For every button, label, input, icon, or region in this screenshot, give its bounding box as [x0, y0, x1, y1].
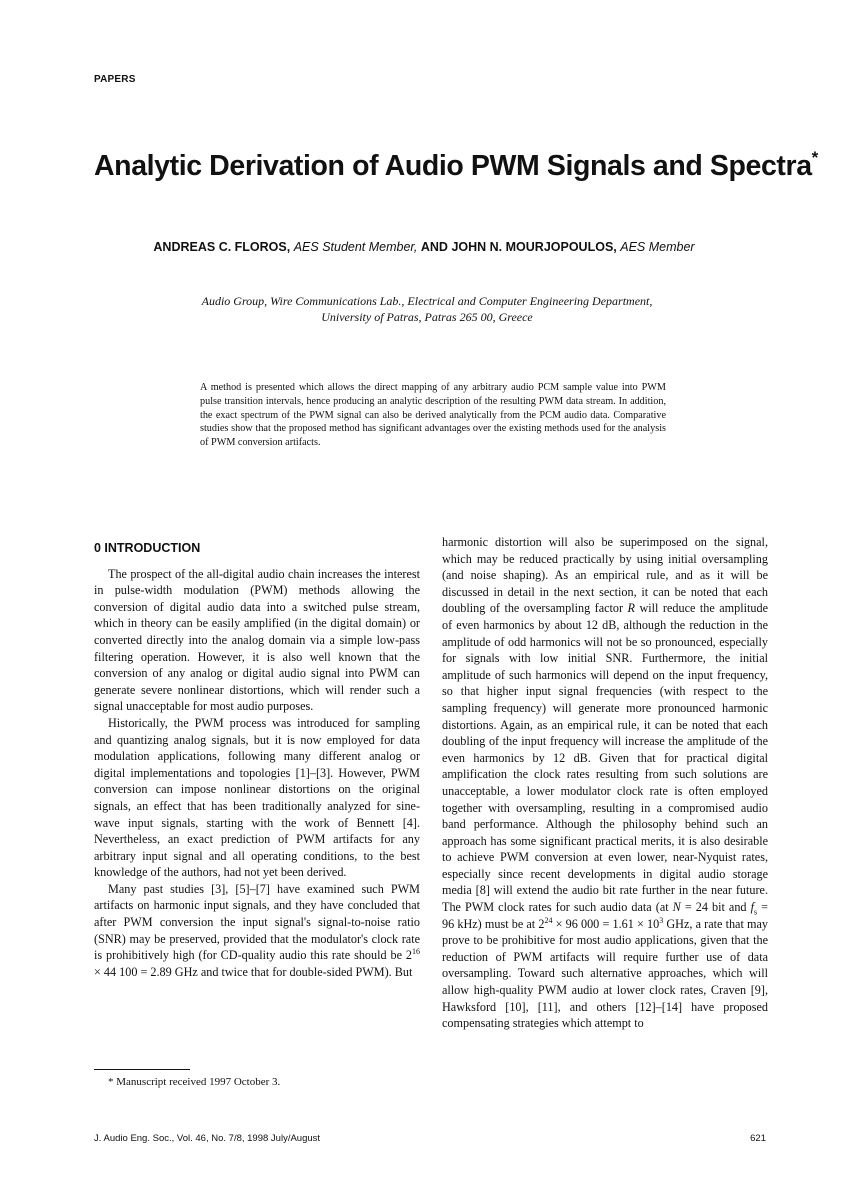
subscript-s: s [753, 907, 758, 917]
exponent-3: 3 [659, 915, 664, 925]
author1-membership: AES Student Member, [293, 240, 418, 254]
affiliation [94, 293, 760, 325]
author2-name: JOHN N. MOURJOPOULOS, [451, 240, 617, 254]
intro-paragraph-3 [94, 881, 420, 981]
paper-title [94, 147, 818, 183]
right-text-b: will reduce the amplitude of even harmonics by about 12 dB, although the reduction in the amplitude of odd harmonics will not be so pronounced, especially for signals with low initial SNR. Furthermore, the initial amplitude of such harmonics will depend on the input frequency, so that higher input signal frequencies (with respect to the sampling frequency) will generate more pronounced harmonic distortions. Again, as an empirical rule, it can be noted that each doubling of the input frequency will increase the amplitude of the even harmonics by 12 dB. Given that for practical digital amplification the clock rates resulting from such solutions are unacceptable, a lower modulator clock rate is often employed together with oversampling, resulting in a compromised audio band performance. Although the philosophy behind such an approach has some significant practical merits, it is also desirable to achieve PWM conversion at even lower, near-Nyquist rates, especially since recent developments in digital audio storage media [8] will extend the audio bit rate further in the near future. The PWM clock rates for such audio data (at [442, 601, 768, 915]
right-text-c: = 24 bit and [680, 900, 751, 915]
page-number: 621 [750, 1133, 766, 1144]
right-text-e: × 96 000 = 1.61 × 10 [552, 916, 660, 931]
right-text-a: harmonic distortion will also be superimposed on the signal, which may be reduced practically by using initial oversampling (and noise shaping). As an empirical rule, and as it will be discussed in detail in the next section, it can be noted that each doubling of the oversampling factor [442, 535, 768, 616]
intro-paragraph-3-text-a: Many past studies [3], [5]–[7] have examined such PWM artifacts on harmonic input signals, and they have concluded that after PWM conversion the input signal's signal-to-noise ratio (SNR) may be preserved, provided that the modulator's clock rate is prohibitively high (for CD-quality audio this rate should be 2 [94, 881, 420, 963]
author-conjunction: AND [420, 240, 448, 254]
exponent-16: 16 [412, 947, 420, 957]
section-heading-introduction: 0 INTRODUCTION [94, 541, 201, 555]
right-text-d: = 96 kHz) must be at 2 [442, 900, 769, 931]
intro-paragraph-1: The prospect of the all-digital audio chain increases the interest in pulse-width modulation (PWM) methods allowing the conversion of digital audio data into a switched pulse stream, which in theory can be easily amplified (in the digital domain) or converted directly into the analog domain via a simple low-pass filtering operation. However, it is also well known that the conversion of any analog or digital audio signal into PWM can generate severe nonlinear distortions, which will render such a signal unacceptable for most audio purposes. [94, 566, 420, 714]
author-line [94, 240, 754, 254]
title-footnote-mark: * [811, 147, 818, 167]
body-column-right [442, 534, 768, 1032]
intro-paragraph-continued [442, 534, 768, 1032]
symbol-f: f [750, 900, 754, 915]
abstract: A method is presented which allows the direct mapping of any arbitrary audio PCM sample value into PWM pulse transition intervals, hence producing an analytic description of the resulting PWM data stream. In addition, the exact spectrum of the PWM signal can also be derived analytically from the PCM audio data. Comparative studies show that the proposed method has significant advantages over the existing methods used for the analysis of PWM conversion artifacts. [200, 382, 666, 449]
body-column-left [94, 534, 420, 980]
intro-paragraph-2: Historically, the PWM process was introduced for sampling and quantizing analog signals, but it is now employed for data modulation applications, following many different analog or digital implementations and topologies [1]–[3]. However, PWM conversion can impose nonlinear distortions on the original signals, an effect that has been traditionally analyzed for sine-wave input signals, starting with the work of Bennett [4]. Nevertheless, an exact prediction of PWM artifacts for any arbitrary input signal and all operating conditions, to the best knowledge of the authors, had not yet been derived. [94, 715, 420, 880]
exponent-24: 24 [544, 915, 553, 925]
author1-name: ANDREAS C. FLOROS, [153, 240, 291, 254]
affiliation-line-1: Audio Group, Wire Communications Lab., Electrical and Computer Engineering Department, [201, 294, 653, 308]
affiliation-line-2: University of Patras, Patras 265 00, Greece [321, 310, 533, 324]
footnote-rule [94, 1069, 190, 1070]
section-label: PAPERS [94, 74, 136, 85]
symbol-R: R [627, 601, 635, 616]
journal-citation: J. Audio Eng. Soc., Vol. 46, No. 7/8, 1998 July/August [94, 1133, 321, 1144]
right-text-f: GHz, a rate that may prove to be prohibitive for most audio applications, given that the reduction of PWM artifacts will require further use of data oversampling. Toward such alternative approaches, which will allow high-quality PWM audio at lower clock rates, Craven [9], Hawksford [10], [11], and others [12]–[14] have proposed compensating strategies which attempt to [442, 916, 768, 1031]
paper-title-text: Analytic Derivation of Audio PWM Signals and Spectra [94, 150, 812, 182]
intro-paragraph-3-text-b: × 44 100 = 2.89 GHz and twice that for double-sided PWM). But [94, 964, 413, 979]
symbol-N: N [672, 900, 681, 915]
author2-membership: AES Member [620, 240, 695, 254]
footnote: * Manuscript received 1997 October 3. [108, 1076, 281, 1088]
